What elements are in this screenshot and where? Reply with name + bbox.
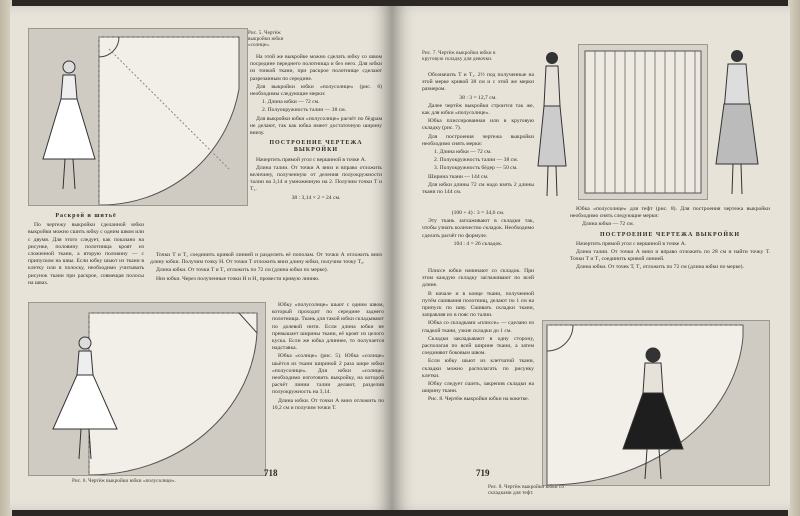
section-heading: Раскрой и шитьё: [55, 213, 117, 219]
figure-caption: Рис. 7. Чертёж выкройки юбки в круговую складку для девочки.: [422, 50, 496, 62]
formula: (100 + 4) : 3 = 34,6 см.: [451, 210, 505, 216]
measurement-line: 1. Длина юбки — 72 см.: [434, 149, 492, 156]
paragraph: Для построения чертежа выкройки необходимо снять мерки:: [422, 133, 534, 147]
paragraph: Складки закладывают в одну сторону, располагая по всей ширине ткани, а затем соединяют боковым швом.: [422, 335, 534, 357]
formula: 38 : 3,14 × 2 = 24 см.: [291, 194, 341, 201]
figure-tefte-skirt: [542, 320, 770, 486]
paragraph: Начертить прямой угол с вершиной в точке А.: [576, 240, 687, 247]
pleat-layout-drawing: [579, 45, 707, 199]
figure-caption: Рис. 5. Чертёж выкройки юбки «солнце».: [248, 30, 284, 48]
paragraph: В начале и в конце ткани, полученной путём сшивания полотнищ, делают по 1 см на припуск по шву. Сшивать складки ткани, заправляя их в пояс по талии.: [422, 290, 534, 319]
measurement-line: 2. Полуокружность талии — 38 см.: [434, 157, 519, 164]
paragraph: Для выкройки юбки «полусолнце» (рис. 6) необходимы следующие мерки:: [250, 83, 382, 98]
measurement-line: 3. Полуокружность бёдер — 50 см.: [434, 165, 518, 172]
paragraph: Начертить прямой угол с вершиной в точке А.: [256, 156, 367, 163]
paragraph: Длина талии. От точки А вниз и вправо отложить величину, полученную от деления полуокружности талии на 3,14 и умноженную на 2. Получим точки Т и Т₁.: [250, 164, 382, 193]
paragraph: Длина юбки. От точек Т, Т₁ отложить по 72 см (длина юбки по мерке).: [576, 264, 744, 271]
page-number: 719: [476, 468, 490, 478]
paragraph: Низ юбки. Через полученные точки Н и Н₁ провести кривую линию.: [156, 275, 320, 282]
text-column: [422, 72, 534, 206]
formula: 104 : 4 = 26 складок.: [453, 240, 503, 247]
paragraph: Плиссе юбки начинают со складок. При этом каждую складку заглаживают по всей длине.: [422, 268, 534, 289]
measurement-line: 2. Полуокружность талии — 38 см.: [262, 107, 347, 114]
figure-pleated-fabric: [578, 44, 708, 200]
paragraph: Для выкройки юбки «полусолнце» расчёт по бёдрам не делают, так как юбка имеет достаточную ширину внизу.: [250, 115, 382, 137]
page-number: 718: [264, 468, 278, 478]
measurement-line: Длина юбки — 72 см.: [582, 221, 635, 228]
paragraph: Длина юбки. От точки Т и Т₁ отложить по 72 см (длина юбки по мерке).: [156, 267, 328, 274]
figure-skirt-half-sun: [28, 302, 266, 476]
paragraph: Длина талии. От точки А вниз и вправо отложить по 28 см и найти точку Т. Точки Т и Т₁ соединить кривой линией.: [570, 249, 770, 263]
figure-caption: Рис. 6. Чертёж выкройки юбки «полусолнце».: [72, 478, 176, 484]
woman-illustration: [43, 61, 95, 189]
formula: 38 : 3 = 12,7 см.: [459, 94, 497, 101]
text-column: [150, 252, 382, 298]
text-column: [250, 54, 382, 250]
paragraph: Для юбки длины 72 см надо взять 2 длины ткани по 144 см.: [422, 181, 534, 196]
skirt-pattern-drawing: [543, 321, 769, 485]
skirt-pattern-drawing: [29, 29, 247, 205]
paragraph: Рис. 8. Чертёж выкройки юбки на кокетке.: [428, 396, 530, 403]
paragraph: Юбка плиссированная или в круговую складку (рис. 7).: [422, 118, 534, 132]
skirt-pattern-drawing: [29, 303, 265, 475]
paragraph: Длина юбки. От точки А вниз отложить по 10,2 см и получим точки Т.: [272, 397, 384, 411]
section-heading: ПОСТРОЕНИЕ ЧЕРТЕЖА ВЫКРОЙКИ: [599, 231, 740, 238]
paragraph: Далее чертёж выкройки строится так же, как для юбки «полусолнце».: [422, 102, 534, 117]
woman-illustration: [534, 46, 570, 202]
paragraph: Если юбку шьют из клетчатой ткани, складки можно располагать по рисунку клетки.: [422, 358, 534, 379]
paragraph: Юбка «полусолнце» для тефт (рис. 8). Для построения чертежа выкройки необходимо снять следующие мерки:: [570, 206, 770, 220]
woman-illustration: [708, 44, 766, 200]
paragraph: Обозначить Т и Т₁. 2½ под полученные на этой мерке кривой 38 см и с этой же мерки размером.: [422, 72, 534, 93]
text-column: [570, 206, 770, 316]
left-page: [10, 6, 392, 510]
paragraph: Юбку «полусолнце» шьют с одним швом, который проходит по середине заднего полотнища. Ткань для такой юбки складывают по долевой нити. Если длина юбки не превышает ширины ткани, её кроят из целого куска. Если же юбка длиннее, то получается надставка.: [272, 302, 384, 352]
text-column: [422, 268, 534, 468]
figure-skirt-sun: [28, 28, 248, 206]
paragraph: По чертежу выкройки сделанной юбки выкройки можно сшить юбку с одним швом или с двумя. Для этого следует, как показано на рисунке, половину полотнища кроят из сложенной ткани, а вторую половину — с припуском на швы. Если юбку шьют из ткани в клетку или в полоску, необходимо учитывать рисунок ткани при раскрое, совмещая полосы на швах.: [28, 222, 144, 286]
paragraph: На этой же выкройке можно сделать юбку со швом посредине переднего полотнища и без него. Для юбки из тонкой ткани, при раскрое полотнище сделают разрезанным по середине.: [250, 54, 382, 82]
paragraph: Эту ткань заглаживают в складки так, чтобы узнать количество складок. Необходимо сделать расчёт по формуле.: [422, 218, 534, 239]
paragraph: Юбка со складками «плиссе» — сделано из гладкой ткани, узкие складки до 1 см.: [422, 320, 534, 334]
paragraph: Юбку следует сшить, закрепив складки на ширину ткани.: [422, 381, 534, 395]
text-column: [28, 210, 144, 298]
paragraph: Точки Т и Т₁ соединить кривой линией и разделить её пополам. От точки А отложить вниз длину юбки. Получим точку Н. От точки Т отложить вниз длину юбки, получим точку Т₂.: [150, 252, 382, 266]
paragraph: Юбка «солнце» (рис. 5). Юбка «солнце» шьётся из ткани шириной 2 раза шире юбки «полусолнце». Для юбки «солнце» необходимо изготовить выкройку, на которой расчёт линии талии делают, разделив полуокружность на 3,14.: [272, 353, 384, 396]
text-column: [272, 302, 384, 468]
figure-caption: Рис. 8. Чертёж выкройки юбки со складками для тефт.: [488, 484, 564, 496]
text-column: [422, 210, 534, 266]
paragraph: Ширина ткани — 144 см.: [428, 173, 489, 180]
section-heading: ПОСТРОЕНИЕ ЧЕРТЕЖА ВЫКРОЙКИ: [269, 140, 363, 154]
right-page: [392, 6, 790, 510]
measurement-line: 1. Длина юбки — 72 см.: [262, 99, 320, 106]
